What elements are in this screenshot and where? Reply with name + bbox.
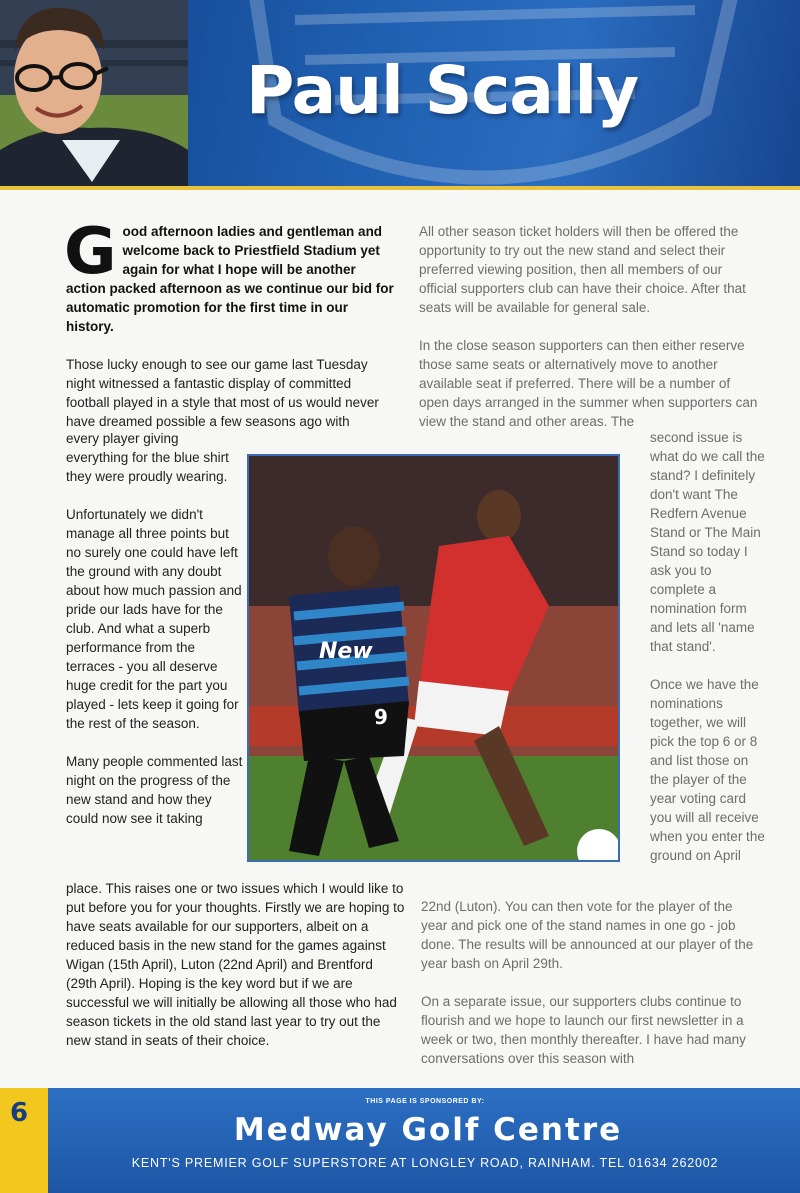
- paragraph-2: Unfortunately we didn't manage all three points but no surely one could have left the ground with any doubt about how much passion and pride our lads have for the club. And what a superb performance from the terraces - you all deserve huge credit for the part you played - lets keep it going for the rest of the season.: [66, 507, 242, 731]
- right-paragraph-4: On a separate issue, our supporters clubs continue to flourish and we hope to launch our first newsletter in a week or two, then monthly thereafter. I have had many conversations over this season with: [421, 994, 746, 1066]
- right-paragraph-1: All other season ticket holders will then be offered the opportunity to try out the new stand and select their preferred viewing position, then all members of our official supporters club can have their choice. After that seats will be available for general sale.: [419, 224, 746, 315]
- left-column: [64, 215, 398, 450]
- right-narrow-paragraph-2: Once we have the nominations together, we will pick the top 6 or 8 and list those on the player of the year voting card you will all receive when you enter the ground on April: [650, 677, 765, 863]
- paragraph-1-wrap: every player giving everything for the blue shirt they were proudly wearing.: [66, 431, 229, 484]
- sponsor-note: THIS PAGE IS SPONSORED BY:: [365, 1098, 485, 1105]
- paragraph-3-continued: place. This raises one or two issues which I would like to put before you for your thoughts. Firstly we are hoping to have seats available for our supporters, albeit on a reduced basis in the new stand for the games against Wigan (15th April), Luton (22nd April) and Brentford (29th April). Hoping is the key word but if we are successful we will initially be allowing all those who had season tickets in the old stand last year to try out the new stand in seats of their choice.: [66, 881, 405, 1048]
- right-narrow-column: [650, 428, 768, 865]
- paragraph-1-text: Those lucky enough to see our game last Tuesday night witnessed a fantastic display of committed football played in a style that most of us would never have dreamed possible a few seasons ago with: [66, 357, 379, 429]
- intro-text: ood afternoon ladies and gentleman and welcome back to Priestfield Stadium yet again for what I hope will be another action packed afternoon as we continue our bid for automatic promotion for the first time in our history.: [66, 224, 394, 334]
- page-title: Paul Scally: [246, 52, 639, 129]
- paragraph-3: Many people commented last night on the progress of the new stand and how they could now see it taking: [66, 754, 243, 826]
- left-wrap-column: [66, 429, 244, 847]
- page-number: 6: [9, 1098, 29, 1128]
- right-narrow-paragraph-1: second issue is what do we call the stand? I definitely don't want The Redfern Avenue Stand or The Main Stand so today I ask you to complete a nomination form and lets all 'name that stand'.: [650, 430, 765, 654]
- left-bottom-column: [66, 879, 406, 1069]
- right-paragraph-3-continued: 22nd (Luton). You can then vote for the player of the year and pick one of the stand names in one go - job done. The results will be announced at our player of the year bash on April 29th.: [421, 899, 754, 971]
- right-column: [419, 222, 759, 431]
- right-paragraph-2: In the close season supporters can then either reserve those same seats or alternatively move to another available seat if preferred. There will be a number of open days arranged in the summer when supporters can view the stand and other areas. The: [419, 338, 758, 429]
- sponsor-tagline: KENT'S PREMIER GOLF SUPERSTORE AT LONGLEY ROAD, RAINHAM. TEL 01634 262002: [131, 1156, 719, 1170]
- sponsor-name: Medway Golf Centre: [233, 1112, 623, 1148]
- photo-shirt-sponsor: New: [319, 639, 373, 664]
- intro-paragraph: [64, 215, 398, 336]
- right-bottom-column: [421, 897, 761, 1068]
- drop-cap: G: [64, 215, 117, 289]
- author-portrait: [0, 0, 188, 188]
- paragraph-1: [66, 355, 398, 431]
- header-divider: [0, 186, 800, 190]
- photo-shirt-number: 9: [374, 705, 388, 729]
- match-photo: [247, 454, 620, 862]
